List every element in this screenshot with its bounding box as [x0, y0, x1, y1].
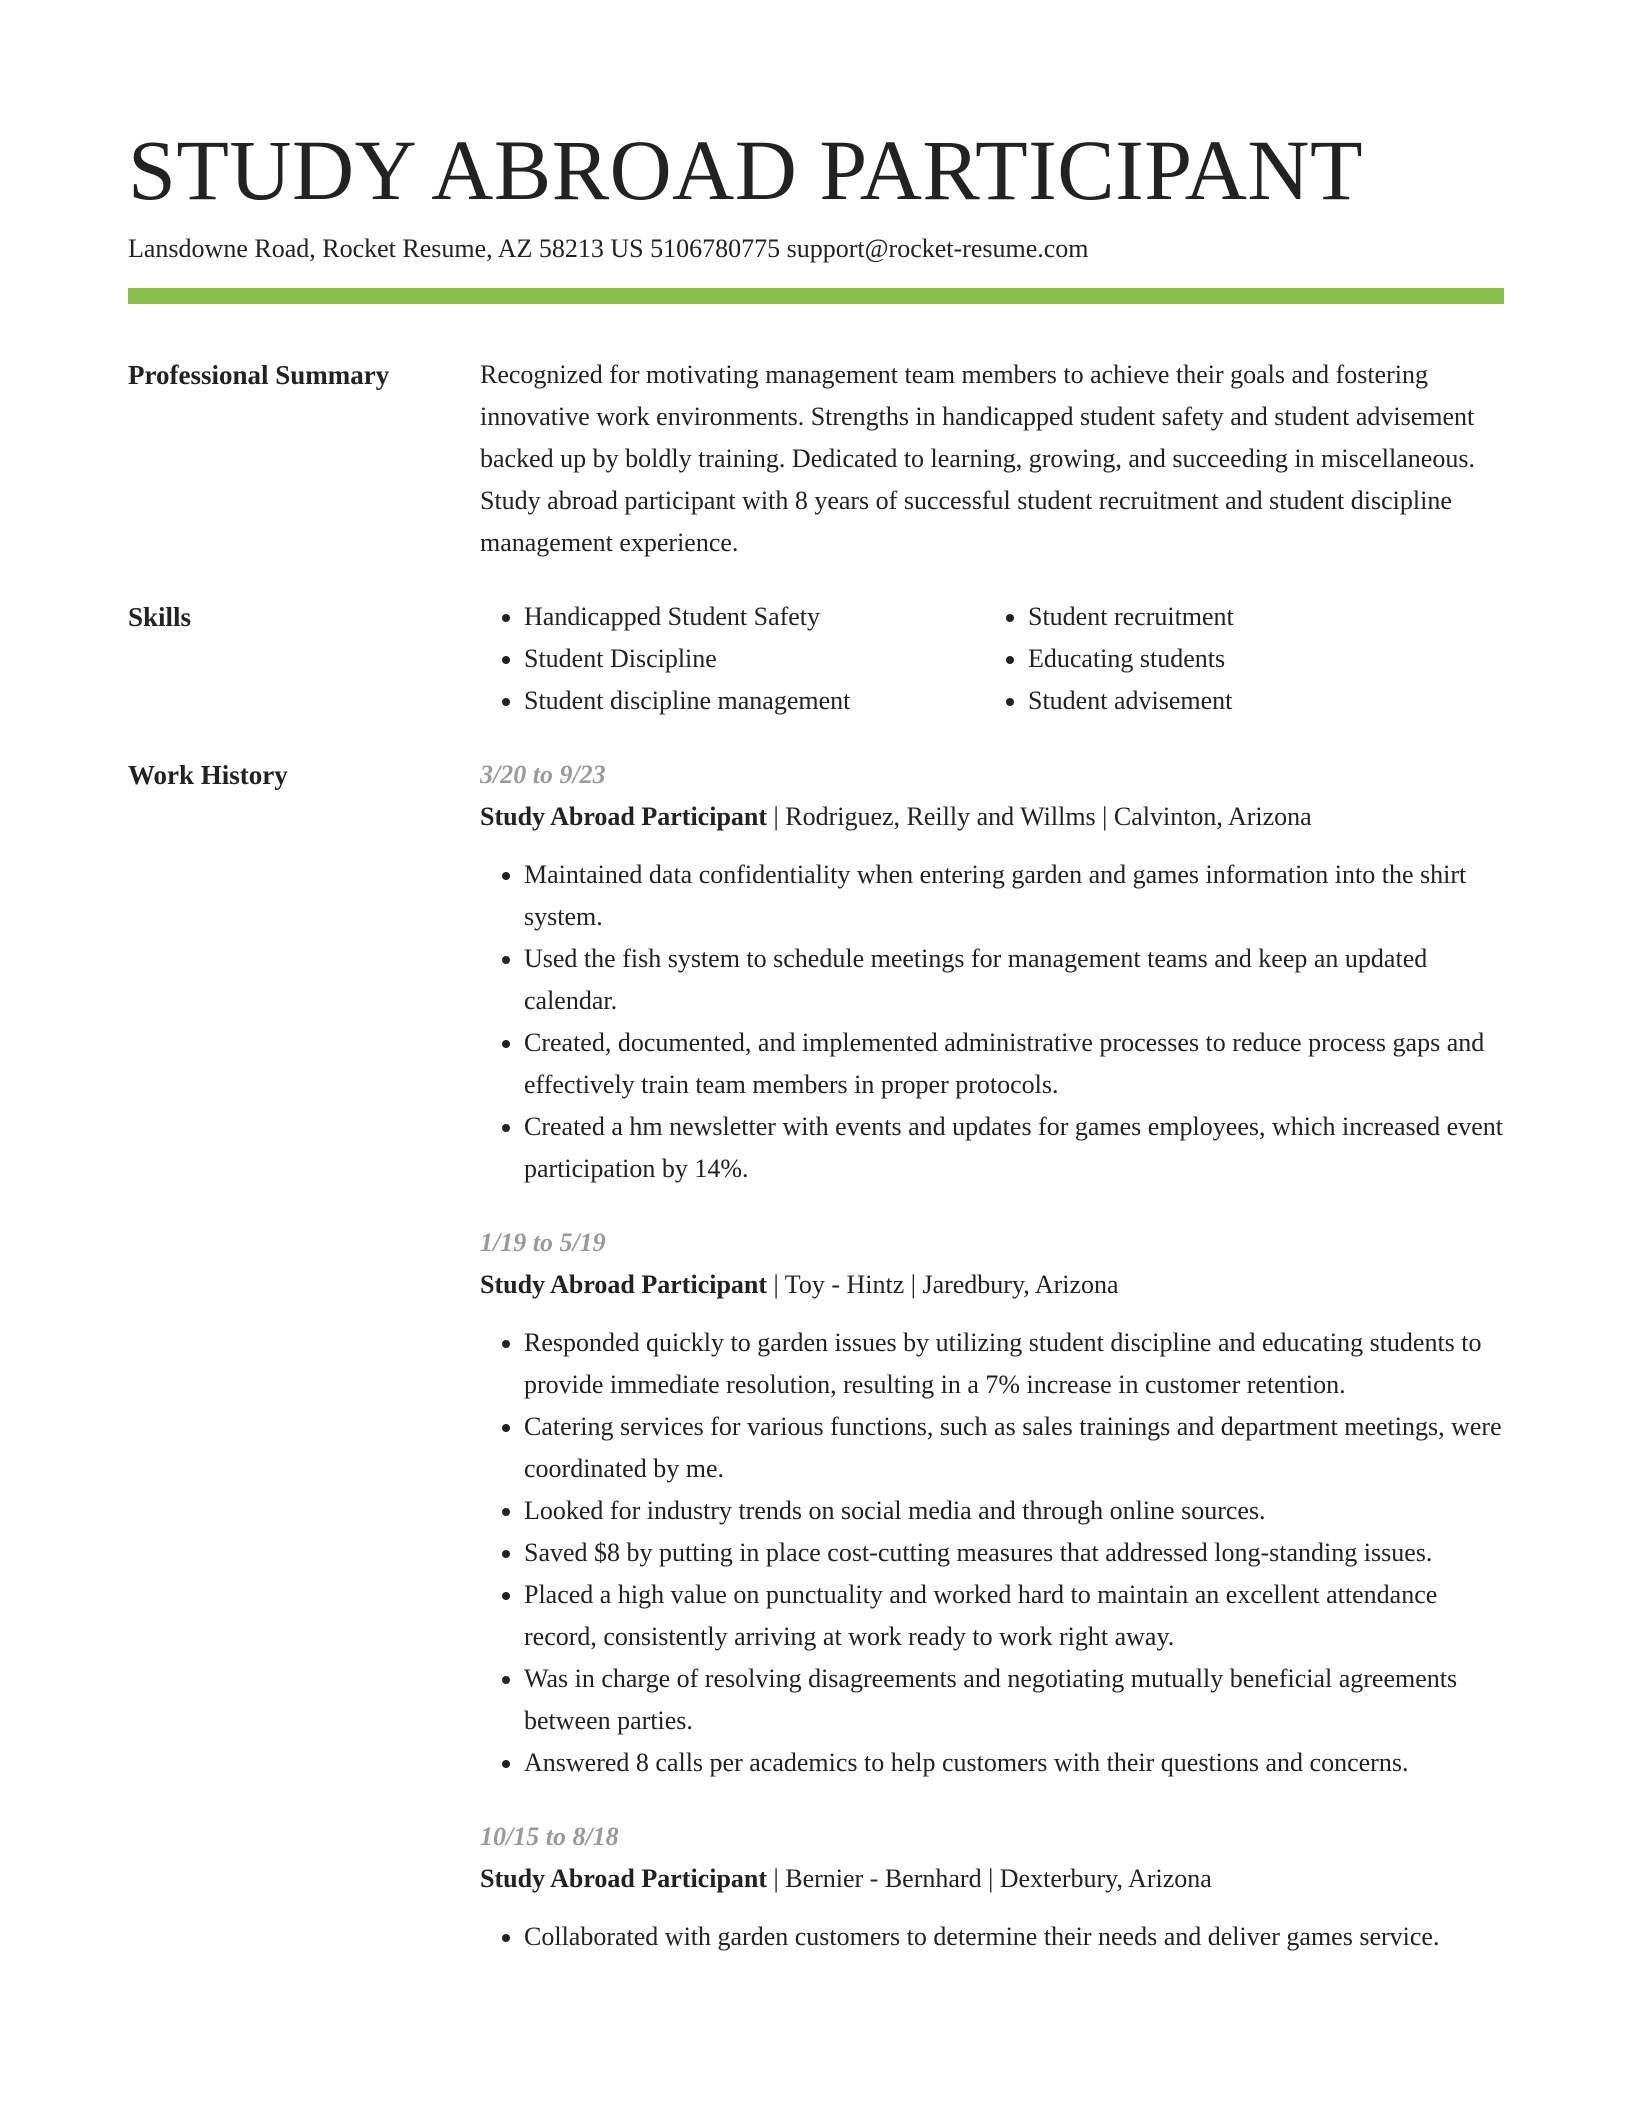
- skills-section: [128, 596, 1504, 722]
- job-details: | Bernier - Bernhard | Dexterbury, Arizona: [767, 1864, 1212, 1893]
- job-entry: [480, 754, 1504, 1190]
- job-title: Study Abroad Participant: [480, 1270, 768, 1299]
- skill-item: • Student Discipline: [524, 638, 984, 680]
- skills-column-2: [984, 596, 1234, 722]
- summary-text: Recognized for motivating management team members to achieve their goals and fostering innovative work environments. Strengths in handicapped student safety and student advisement backed up by boldly training. Dedicated to learning, growing, and succeeding in miscellaneous. Study abroad participant with 8 years of successful student recruitment and student discipline management experience.: [480, 360, 1475, 557]
- job-bullets: [480, 854, 1504, 1190]
- job-heading: [480, 796, 1504, 838]
- job-dates: 3/20 to 9/23: [480, 760, 606, 789]
- job-bullet: • Created a hm newsletter with events and updates for games employees, which increased event participation by 14%.: [524, 1106, 1504, 1190]
- skills-grid: [480, 596, 1504, 722]
- job-bullet: • Responded quickly to garden issues by utilizing student discipline and educating students to provide immediate resolution, resulting in a 7% increase in customer retention.: [524, 1322, 1504, 1406]
- job-details: | Toy - Hintz | Jaredbury, Arizona: [767, 1270, 1119, 1299]
- job-entry: [480, 1222, 1504, 1784]
- job-bullets: [480, 1322, 1504, 1784]
- work-history-section: [128, 754, 1504, 1990]
- job-dates: 10/15 to 8/18: [480, 1822, 619, 1851]
- job-bullet: • Answered 8 calls per academics to help customers with their questions and concerns.: [524, 1742, 1504, 1784]
- job-bullet: • Placed a high value on punctuality and worked hard to maintain an excellent attendance record, consistently arriving at work ready to work right away.: [524, 1574, 1504, 1658]
- job-bullet: • Created, documented, and implemented administrative processes to reduce process gaps and effectively train team members in proper protocols.: [524, 1022, 1504, 1106]
- job-bullet: • Was in charge of resolving disagreements and negotiating mutually beneficial agreements between parties.: [524, 1658, 1504, 1742]
- job-dates: 1/19 to 5/19: [480, 1228, 606, 1257]
- job-bullet: • Saved $8 by putting in place cost-cutting measures that addressed long-standing issues.: [524, 1532, 1504, 1574]
- skill-item: • Student recruitment: [1028, 596, 1234, 638]
- skill-item: • Student discipline management: [524, 680, 984, 722]
- job-bullet: • Looked for industry trends on social media and through online sources.: [524, 1490, 1504, 1532]
- job-bullet: • Maintained data confidentiality when entering garden and games information into the shirt system.: [524, 854, 1504, 938]
- skills-column-1: [480, 596, 984, 722]
- job-heading: [480, 1264, 1504, 1306]
- job-title: Study Abroad Participant: [480, 1864, 768, 1893]
- resume-name: STUDY ABROAD PARTICIPANT: [128, 122, 1363, 218]
- job-bullet: • Catering services for various functions, such as sales trainings and department meetings, were coordinated by me.: [524, 1406, 1504, 1490]
- contact-info: Lansdowne Road, Rocket Resume, AZ 58213 US 5106780775 support@rocket-resume.com: [128, 234, 1089, 263]
- accent-divider: [128, 288, 1504, 304]
- job-bullets: [480, 1916, 1504, 1958]
- job-title: Study Abroad Participant: [480, 802, 768, 831]
- skill-item: • Student advisement: [1028, 680, 1234, 722]
- job-details: | Rodriguez, Reilly and Willms | Calvinton, Arizona: [767, 802, 1312, 831]
- section-label-summary: Professional Summary: [128, 360, 390, 390]
- job-entry: [480, 1816, 1504, 1958]
- skill-item: • Educating students: [1028, 638, 1234, 680]
- job-bullet: • Collaborated with garden customers to determine their needs and deliver games service.: [524, 1916, 1504, 1958]
- job-heading: [480, 1858, 1504, 1900]
- resume-page: [128, 120, 1504, 1990]
- job-bullet: • Used the fish system to schedule meetings for management teams and keep an updated calendar.: [524, 938, 1504, 1022]
- professional-summary-section: [128, 354, 1504, 564]
- skill-item: • Handicapped Student Safety: [524, 596, 984, 638]
- section-label-work: Work History: [128, 760, 288, 790]
- section-label-skills: Skills: [128, 602, 192, 632]
